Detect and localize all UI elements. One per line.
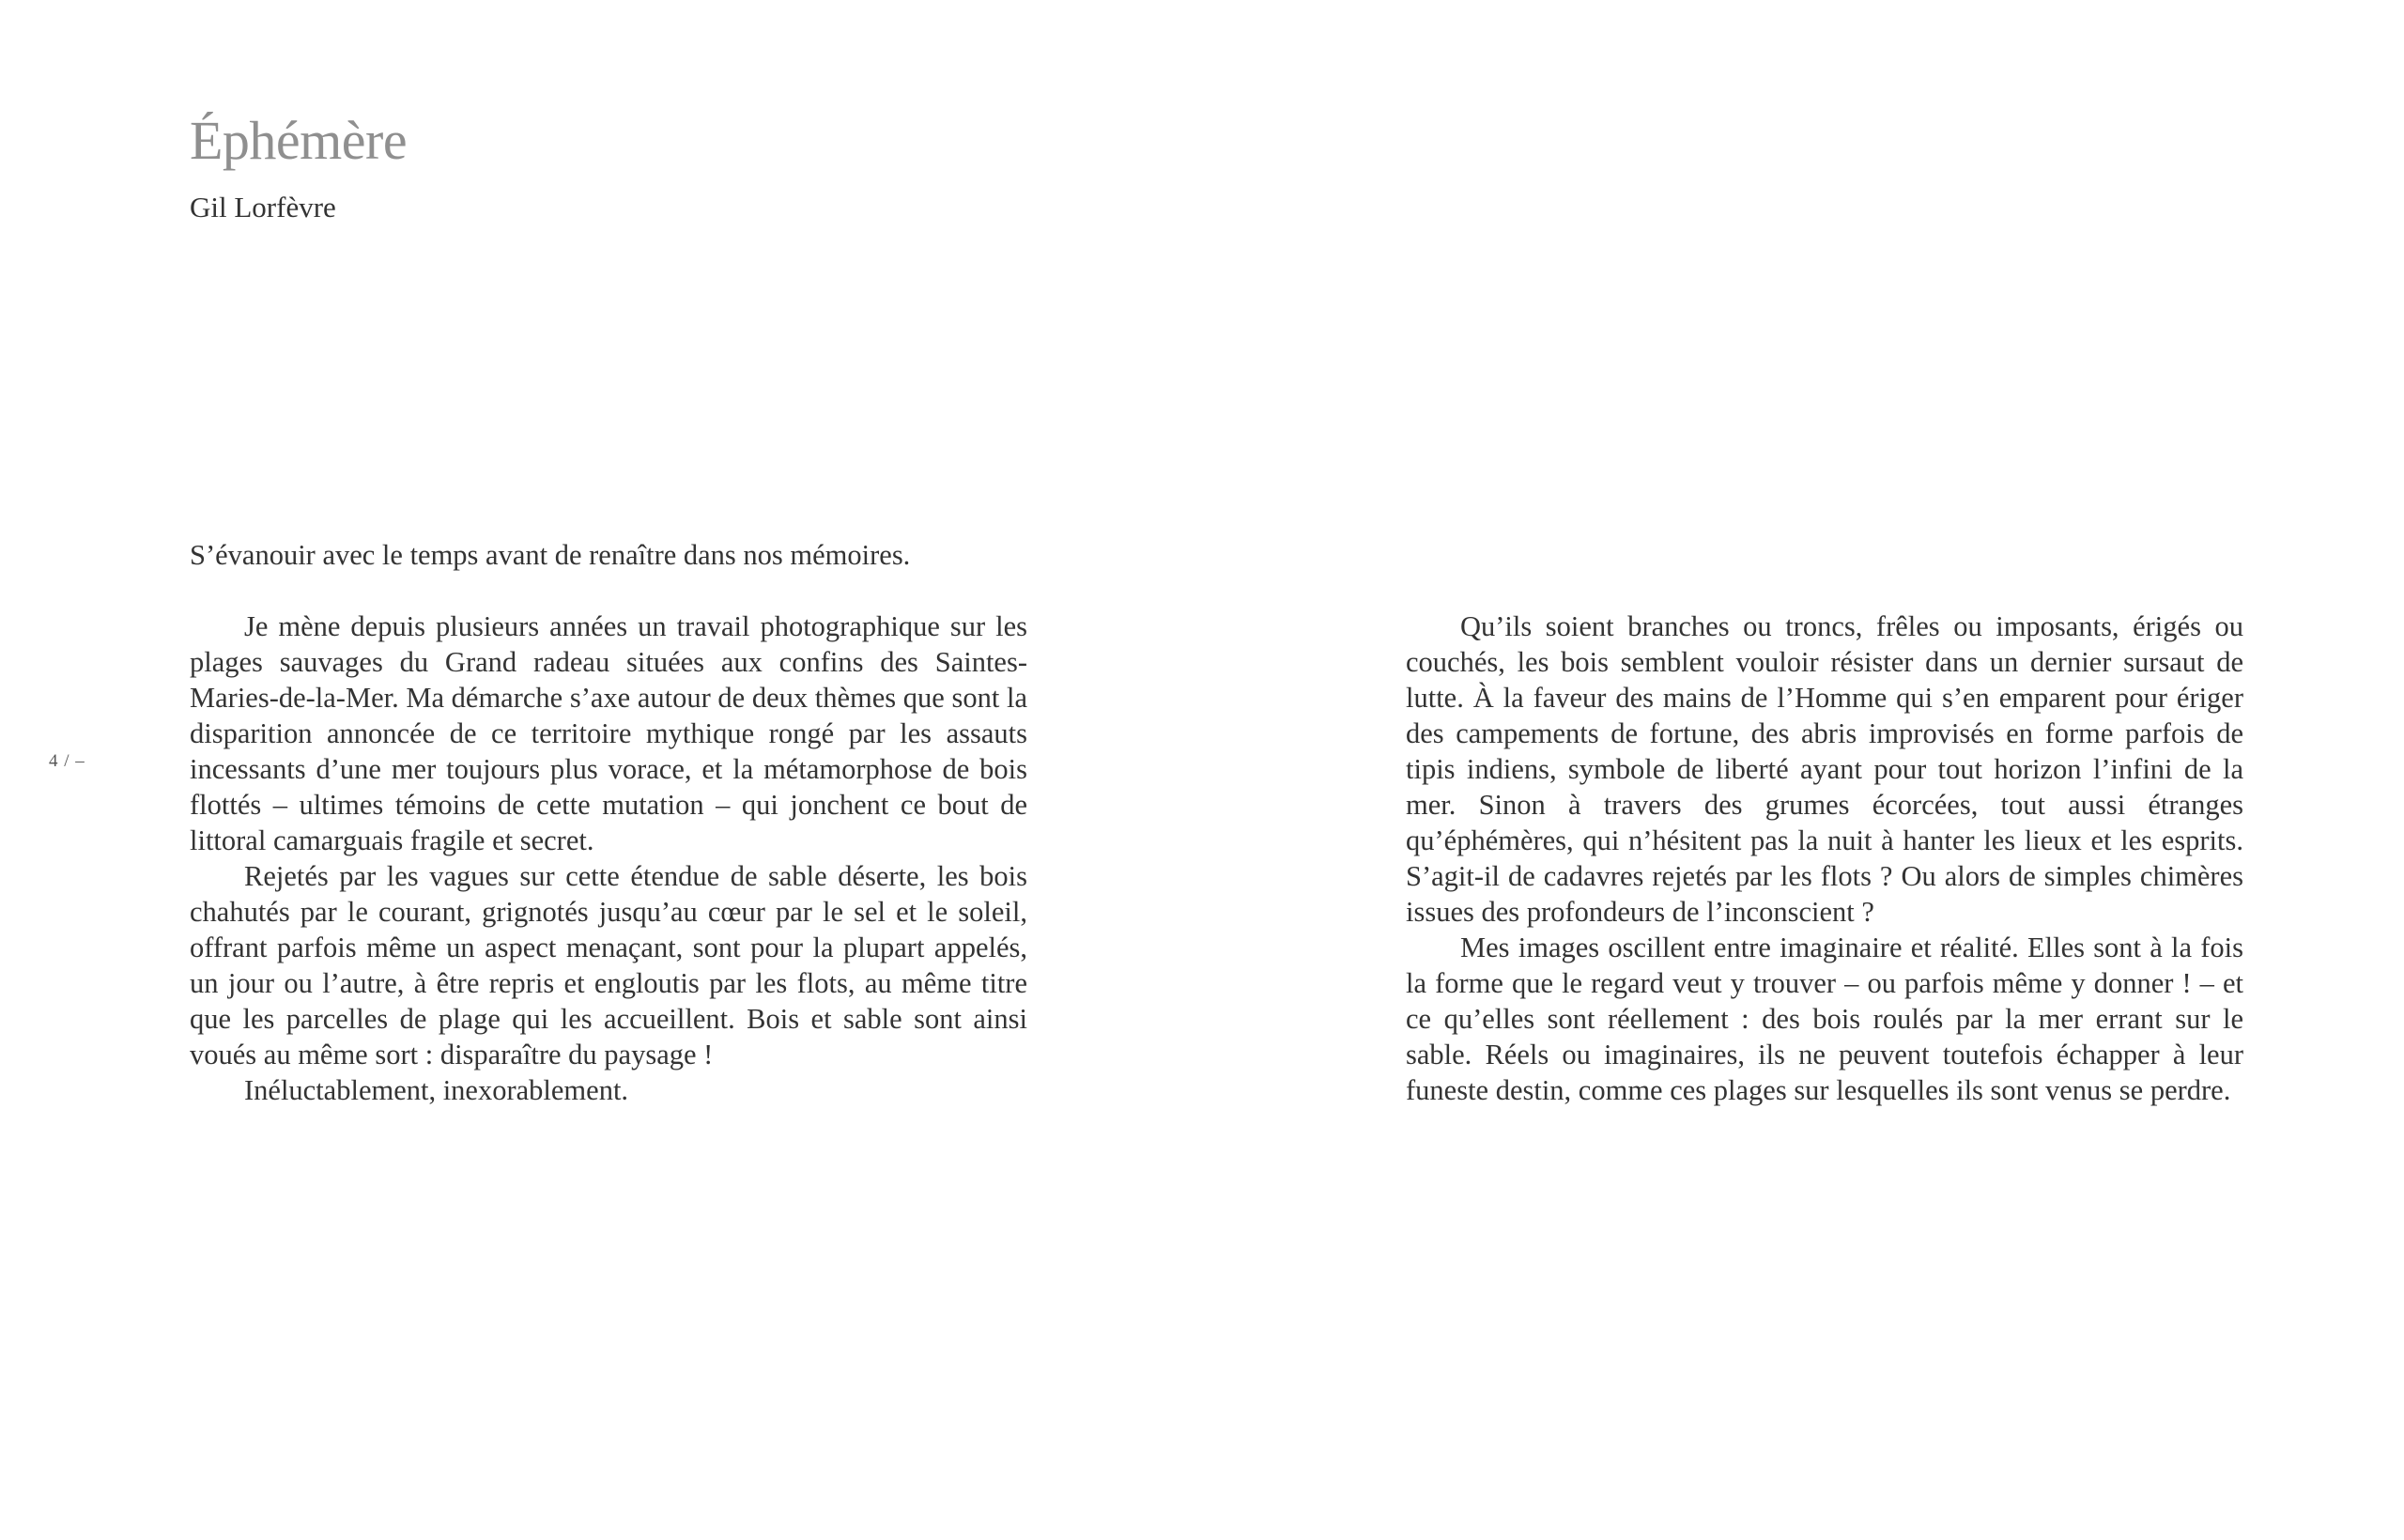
- paragraph: Je mène depuis plusieurs années un travail photographique sur les plages sauvages du Grand radeau situées aux confins des Saintes-Maries-de-la-Mer. Ma démarche s’axe autour de deux thèmes que sont la disparition annoncée de ce territoire mythique rongé par les assauts incessants d’une mer toujours plus vorace, et la métamorphose de bois flottés – ultimes témoins de cette mutation – qui jonchent ce bout de littoral camarguais fragile et secret.: [190, 610, 1027, 856]
- right-text-column: [1406, 608, 2243, 1108]
- paragraph: Mes images oscillent entre imaginaire et réalité. Elles sont à la fois la forme que le regard veut y trouver – ou parfois même y donner ! – et ce qu’elles sont réellement : des bois roulés par la mer errant sur le sable. Réels ou imaginaires, ils ne peuvent toutefois échapper à leur funeste destin, comme ces plages sur lesquelles ils sont venus se perdre.: [1406, 932, 2243, 1106]
- paragraph: Qu’ils soient branches ou troncs, frêles ou imposants, érigés ou couchés, les bois semblent vouloir résister dans un dernier sursaut de lutte. À la faveur des mains de l’Homme qui s’en emparent pour ériger des campements de fortune, des abris improvisés en forme parfois de tipis indiens, symbole de liberté ayant pour tout horizon l’infini de la mer. Sinon à travers des grumes écorcées, tout aussi étranges qu’éphémères, qui n’hésitent pas la nuit à hanter les lieux et les esprits. S’agit-il de cadavres rejetés par les flots ? Ou alors de simples chimères issues des profondeurs de l’inconscient ?: [1406, 610, 2243, 928]
- page-number: 4 / –: [49, 751, 85, 771]
- page-title: Éphémère: [190, 110, 408, 171]
- left-text-column: [190, 608, 1027, 1108]
- author-name: Gil Lorfèvre: [190, 191, 336, 223]
- paragraph: Inéluctablement, inexorablement.: [244, 1074, 629, 1106]
- paragraph: Rejetés par les vagues sur cette étendue de sable déserte, les bois chahutés par le courant, grignotés jusqu’au cœur par le sel et le soleil, offrant parfois même un aspect menaçant, sont pour la plupart appelés, un jour ou l’autre, à être repris et engloutis par les flots, au même titre que les parcelles de plage qui les accueillent. Bois et sable sont ainsi voués au même sort : disparaître du paysage !: [190, 860, 1027, 1070]
- epigraph: S’évanouir avec le temps avant de renaître dans nos mémoires.: [190, 539, 911, 571]
